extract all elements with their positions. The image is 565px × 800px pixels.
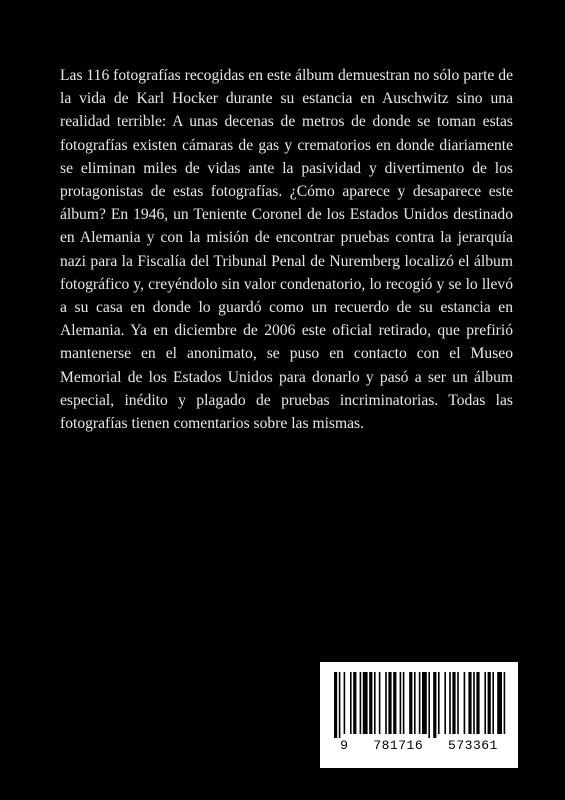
back-cover-blurb: Las 116 fotografías recogidas en este álbum demuestran no sólo parte de la vida de Karl Hocker durante su estancia en Auschwitz sino una realidad terrible: A unas decenas de metros de donde se toman estas fotografías existen cámaras de gas y crematorios en donde diariamente se eliminan miles de vidas ante la pasividad y divertimento de los protagonistas de estas fotografías. ¿Cómo aparece y desaparece este álbum? En 1946, un Teniente Coronel de los Estados Unidos destinado en Alemania y con la misión de encontrar pruebas contra la jerarquía nazi para la Fiscalía del Tribunal Penal de Nuremberg localizó el álbum fotográfico y, creyéndolo sin valor condenatorio, lo recogió y se lo llevó a su casa en donde lo guardó como un recuerdo de su estancia en Alemania. Ya en diciembre de 2006 este oficial retirado, que prefirió mantenerse en el anonimato, se puso en contacto con el Museo Memorial de los Estados Unidos para donarlo y pasó a ser un álbum especial, inédito y plagado de pruebas incriminatorias. Todas las fotografías tienen comentarios sobre las mismas. bbox=[60, 67, 513, 433]
isbn-number: 9 781716 573361 bbox=[340, 738, 498, 753]
isbn-barcode bbox=[320, 662, 518, 768]
